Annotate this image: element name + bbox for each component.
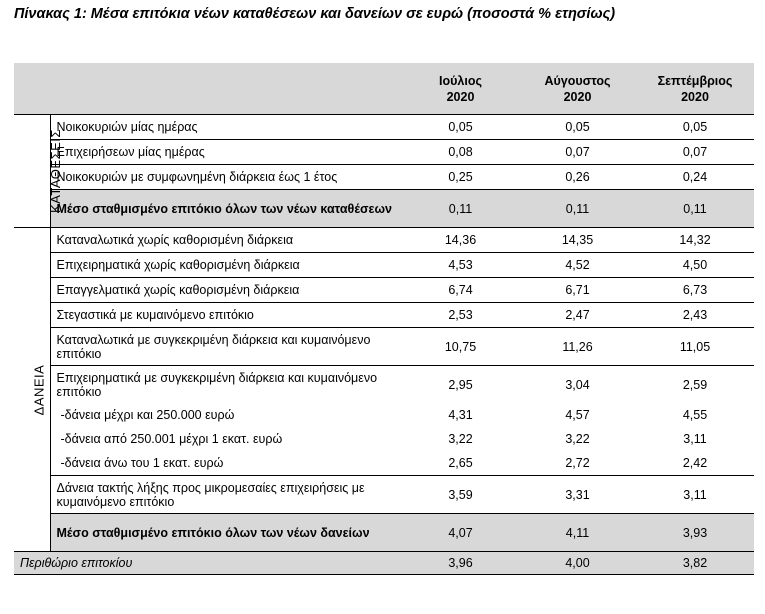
cell-value: 14,32 — [636, 228, 754, 253]
cell-value: 4,52 — [519, 253, 636, 278]
table-title: Πίνακας 1: Μέσα επιτόκια νέων καταθέσεων και δανείων σε ευρώ (ποσοστά % ετησίως) — [14, 6, 616, 22]
cell-value: 0,07 — [519, 140, 636, 165]
deposits-average-row — [14, 190, 754, 228]
cell-value: 10,75 — [402, 328, 519, 366]
cell-value: 4,00 — [519, 552, 636, 575]
cell-value: 0,25 — [402, 165, 519, 190]
table-row — [14, 278, 754, 303]
row-label: Μέσο σταθμισμένο επιτόκιο όλων των νέων δανείων — [50, 514, 402, 552]
table-row — [14, 115, 754, 140]
loans-average-row — [14, 514, 754, 552]
table-row — [14, 427, 754, 451]
table-row — [14, 366, 754, 404]
cell-value: 4,50 — [636, 253, 754, 278]
cell-value: 4,11 — [519, 514, 636, 552]
column-header-july: Ιούλιος 2020 — [402, 63, 519, 115]
header-row — [14, 63, 754, 115]
row-label: Καταναλωτικά με συγκεκριμένη διάρκεια και κυμαινόμενο επιτόκιο — [50, 328, 402, 366]
cell-value: 6,71 — [519, 278, 636, 303]
row-label: Νοικοκυριών μίας ημέρας — [50, 115, 402, 140]
cell-value: 3,04 — [565, 377, 590, 392]
deposits-group-label: ΚΑΤΑΘΕΣΕΙΣ — [14, 115, 50, 228]
cell-value: 0,08 — [402, 140, 519, 165]
cell-value: 2,72 — [519, 451, 636, 476]
row-label: Επαγγελματικά χωρίς καθορισμένη διάρκεια — [50, 278, 402, 303]
cell-value: 2,65 — [402, 451, 519, 476]
table-row — [14, 476, 754, 514]
cell-value: 3,11 — [636, 476, 754, 514]
cell-value: 4,31 — [448, 408, 473, 422]
cell-value: 6,73 — [636, 278, 754, 303]
row-label: Επιχειρηματικά χωρίς καθορισμένη διάρκεια — [50, 253, 402, 278]
cell-value: 2,53 — [402, 303, 519, 328]
cell-value: 0,05 — [402, 115, 519, 140]
cell-value: 14,36 — [402, 228, 519, 253]
row-label: Περιθώριο επιτοκίου — [14, 552, 402, 575]
cell-value: 0,26 — [519, 165, 636, 190]
cell-value: 2,47 — [519, 303, 636, 328]
table-row — [14, 228, 754, 253]
row-label: Στεγαστικά με κυμαινόμενο επιτόκιο — [50, 303, 402, 328]
cell-value: 3,93 — [636, 514, 754, 552]
table-row — [14, 140, 754, 165]
row-label: -δάνεια άνω του 1 εκατ. ευρώ — [50, 451, 402, 476]
interest-rates-table — [14, 63, 754, 575]
table-row — [14, 403, 754, 427]
loans-group-label: ΔΑΝΕΙΑ — [14, 228, 50, 552]
interest-margin-row — [14, 552, 754, 575]
column-header-september: Σεπτέμβριος 2020 — [636, 63, 754, 115]
column-header-august: Αύγουστος 2020 — [519, 63, 636, 115]
cell-value: 6,74 — [402, 278, 519, 303]
table-row — [14, 253, 754, 278]
header-blank — [14, 63, 402, 115]
table-row — [14, 165, 754, 190]
cell-value: 0,11 — [519, 190, 636, 228]
cell-value: 2,43 — [636, 303, 754, 328]
cell-value: 3,11 — [683, 432, 707, 446]
cell-value: 3,59 — [402, 476, 519, 514]
row-label: -δάνεια από 250.001 μέχρι 1 εκατ. ευρώ — [60, 432, 283, 446]
cell-value: 4,07 — [402, 514, 519, 552]
row-label: Νοικοκυριών με συμφωνημένη διάρκεια έως 1 έτος — [50, 165, 402, 190]
cell-value: 0,05 — [636, 115, 754, 140]
cell-value: 4,57 — [565, 408, 590, 422]
cell-value: 3,82 — [636, 552, 754, 575]
cell-value: 4,55 — [682, 408, 708, 422]
cell-value: 0,11 — [402, 190, 519, 228]
cell-value: 14,35 — [519, 228, 636, 253]
cell-value: 0,24 — [636, 165, 754, 190]
cell-value: 3,22 — [565, 432, 590, 446]
cell-value: 3,96 — [402, 552, 519, 575]
row-label: Επιχειρηματικά με συγκεκριμένη διάρκεια και κυμαινόμενο επιτόκιο — [56, 370, 378, 399]
row-label: Καταναλωτικά χωρίς καθορισμένη διάρκεια — [50, 228, 402, 253]
row-label: Μέσο σταθμισμένο επιτόκιο όλων των νέων καταθέσεων — [50, 190, 402, 228]
row-label: Δάνεια τακτής λήξης προς μικρομεσαίες επιχειρήσεις με κυμαινόμενο επιτόκιο — [50, 476, 402, 514]
cell-value: 3,31 — [519, 476, 636, 514]
cell-value: 2,42 — [636, 451, 754, 476]
cell-value: 11,05 — [636, 328, 754, 366]
cell-value: 3,22 — [448, 432, 473, 446]
cell-value: 11,26 — [519, 328, 636, 366]
table-row — [14, 303, 754, 328]
cell-value: 2,95 — [448, 377, 473, 392]
cell-value: 2,59 — [682, 377, 708, 392]
table-row — [14, 328, 754, 366]
cell-value: 4,53 — [402, 253, 519, 278]
row-label: -δάνεια μέχρι και 250.000 ευρώ — [60, 408, 235, 422]
table-row — [14, 451, 754, 476]
cell-value: 0,11 — [636, 190, 754, 228]
cell-value: 0,05 — [519, 115, 636, 140]
cell-value: 0,07 — [636, 140, 754, 165]
row-label: Επιχειρήσεων μίας ημέρας — [50, 140, 402, 165]
